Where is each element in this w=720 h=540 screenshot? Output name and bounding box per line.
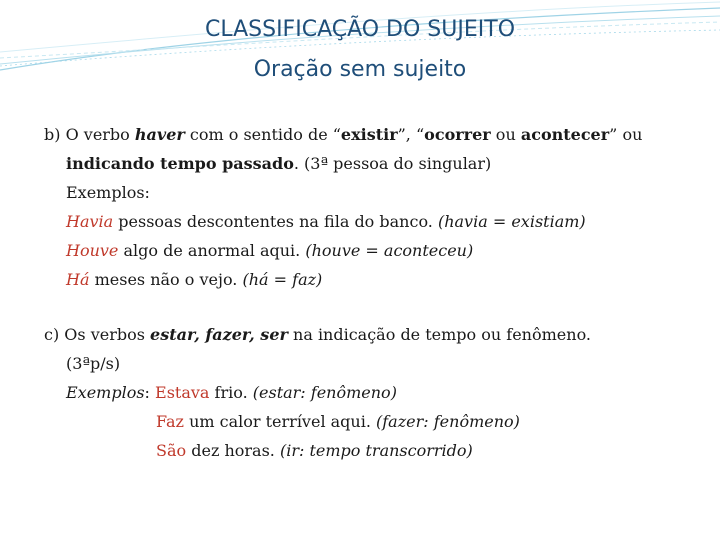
item-b-line-2: indicando tempo passado. (3ª pessoa do singular) [66,154,492,173]
item-c-example-2: Faz um calor terrível aqui. (fazer: fenômeno) [156,412,520,431]
item-c-line-2: (3ªp/s) [66,354,121,373]
item-b-examples-label: Exemplos: [66,183,150,202]
section-gap [44,294,704,320]
page-title: CLASSIFICAÇÃO DO SUJEITO [204,17,516,42]
item-b-example-2: Houve algo de anormal aqui. (houve = aconteceu) [66,241,474,260]
page-subtitle: Oração sem sujeito [253,57,467,82]
item-c-example-1: Exemplos: Estava frio. (estar: fenômeno) [66,383,397,402]
item-c-line-1: c) Os verbos estar, fazer, ser na indicação de tempo ou fenômeno. [44,325,591,344]
item-b-example-1: Havia pessoas descontentes na fila do banco. (havia = existiam) [66,212,586,231]
item-c-example-3: São dez horas. (ir: tempo transcorrido) [156,441,473,460]
content-body [44,120,704,465]
item-b-example-3: Há meses não o vejo. (há = faz) [66,270,323,289]
item-b-line-1: b) O verbo haver com o sentido de “existir”, “ocorrer ou acontecer” ou [44,125,643,144]
